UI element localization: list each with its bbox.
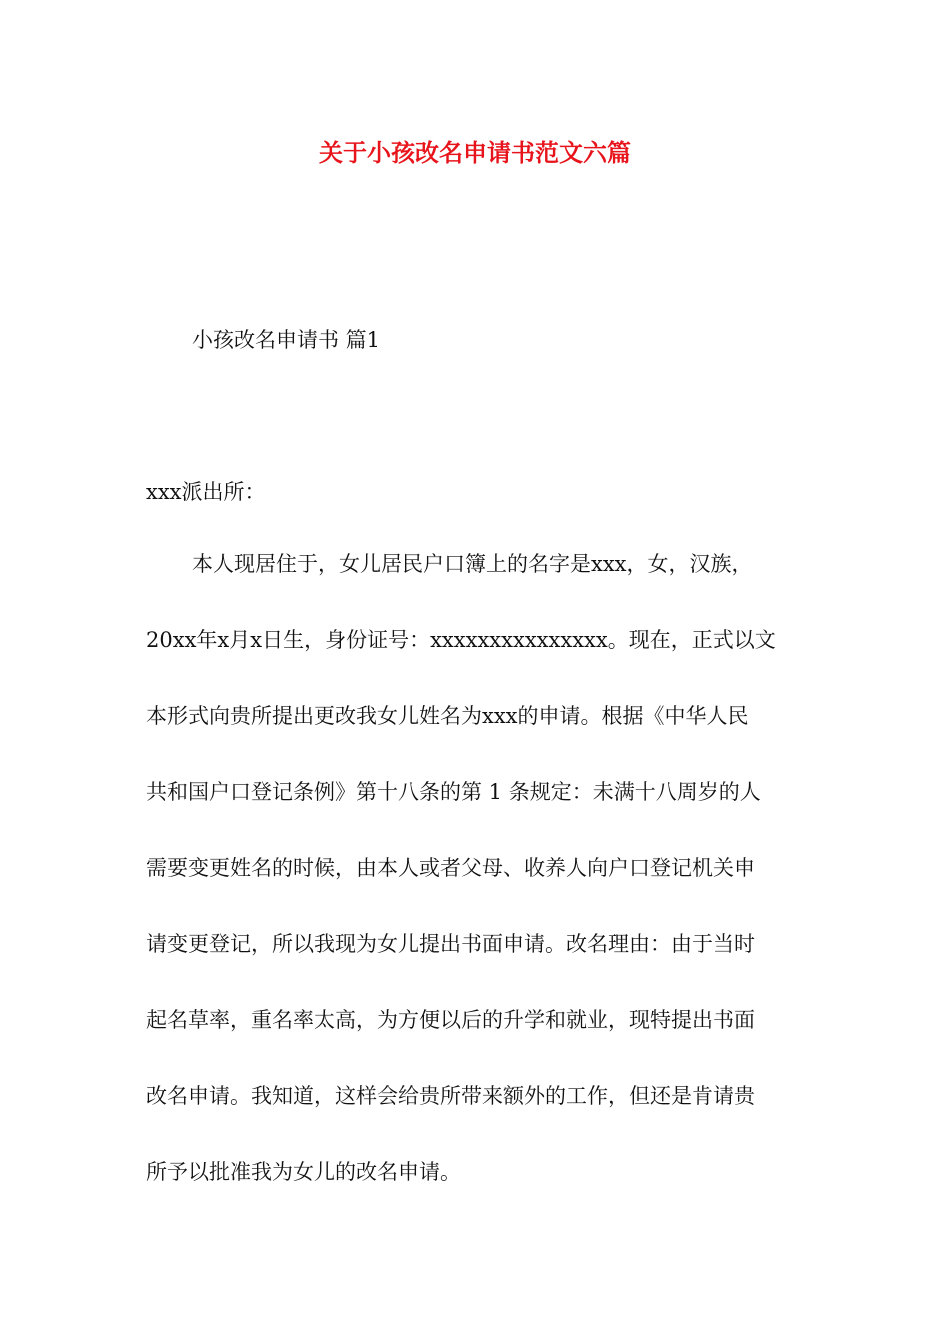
salutation: xxx派出所：	[146, 480, 266, 504]
body-line: 请变更登记，所以我现为女儿提出书面申请。改名理由：由于当时	[146, 932, 755, 956]
document-title: 关于小孩改名申请书范文六篇	[319, 138, 631, 167]
body-line: 本形式向贵所提出更改我女儿姓名为xxx的申请。根据《中华人民	[146, 704, 749, 728]
body-line: 需要变更姓名的时候，由本人或者父母、收养人向户口登记机关申	[146, 856, 755, 880]
body-line: 20xx年x月x日生，身份证号：xxxxxxxxxxxxxxx。现在，正式以文	[146, 628, 776, 652]
body-line: 所予以批准我为女儿的改名申请。	[146, 1160, 461, 1184]
body-paragraph	[146, 544, 836, 1228]
body-line: 起名草率，重名率太高，为方便以后的升学和就业，现特提出书面	[146, 1008, 755, 1032]
body-line: 改名申请。我知道，这样会给贵所带来额外的工作，但还是肯请贵	[146, 1084, 755, 1108]
body-line: 本人现居住于，女儿居民户口簿上的名字是xxx，女，汉族，	[192, 552, 753, 576]
section-heading: 小孩改名申请书 篇1	[192, 328, 381, 352]
body-line: 共和国户口登记条例》第十八条的第 1 条规定：未满十八周岁的人	[146, 780, 761, 804]
